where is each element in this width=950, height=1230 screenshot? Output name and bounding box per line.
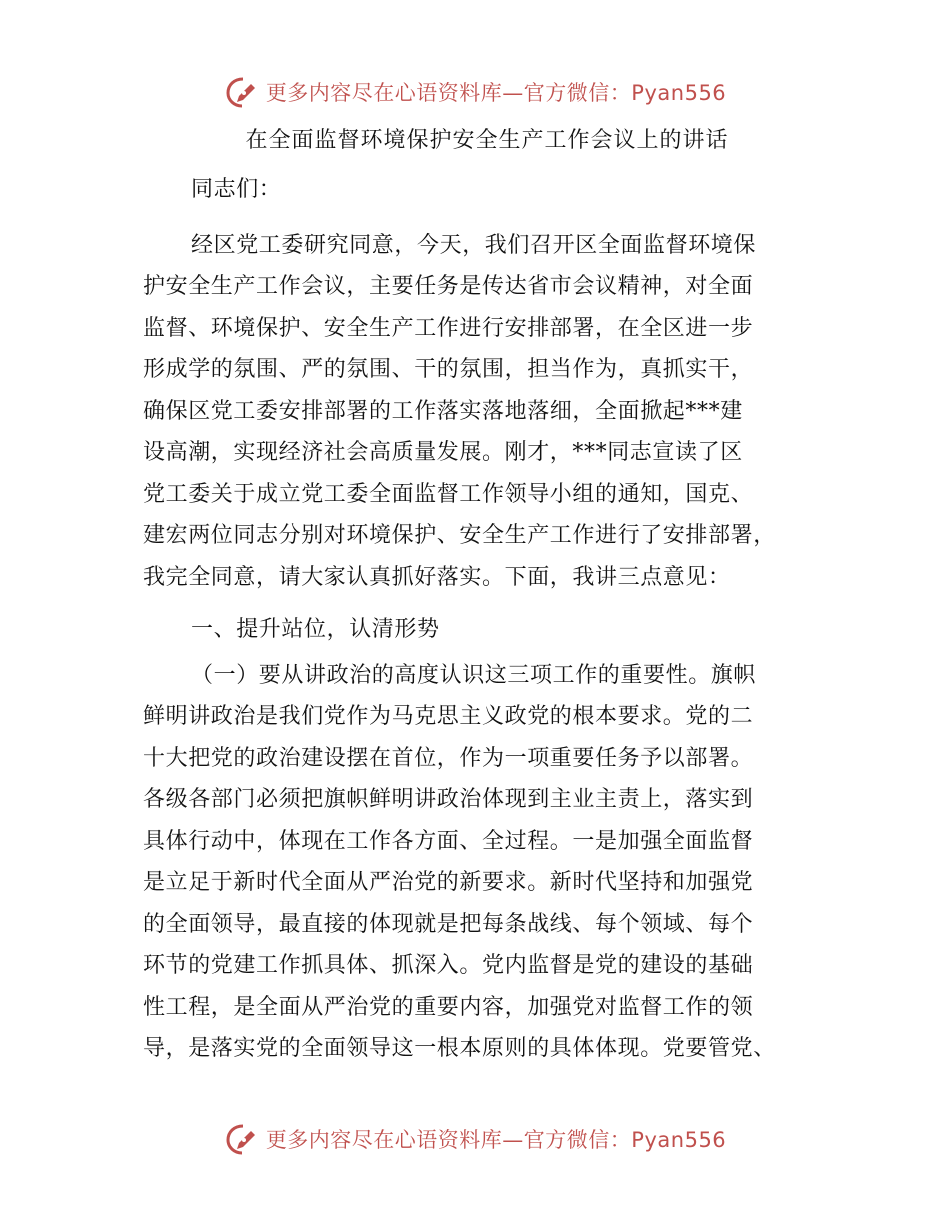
pen-nib-icon [224,75,262,109]
paragraph-line: 护安全生产工作会议，主要任务是传达省市会议精神，对全面 [143,274,754,299]
paragraph-intro [143,225,823,599]
paragraph-line: 导，是落实党的全面领导这一根本原则的具体体现。党要管党、 [143,1036,776,1061]
paragraph-line: 各级各部门必须把旗帜鲜明讲政治体现到主业主责上，落实到 [143,787,754,812]
document-title: 在全面监督环境保护安全生产工作会议上的讲话 [245,128,729,153]
paragraph-line: （一）要从讲政治的高度认识这三项工作的重要性。旗帜 [191,662,757,688]
watermark-text: 更多内容尽在心语资料库—官方微信：Pyan556 [265,1128,727,1152]
paragraph-line: 环节的党建工作抓具体、抓深入。党内监督是党的建设的基础 [143,953,754,978]
paragraph-line: 建宏两位同志分别对环境保护、安全生产工作进行了安排部署， [143,523,776,548]
paragraph-line: 我完全同意，请大家认真抓好落实。下面，我讲三点意见： [143,564,731,590]
paragraph-line: 设高潮，实现经济社会高质量发展。刚才，***同志宣读了区 [143,440,743,465]
header-watermark-banner [0,72,950,112]
paragraph-line: 具体行动中，体现在工作各方面、全过程。一是加强全面监督 [143,828,754,854]
paragraph-section1 [143,655,823,1070]
salutation: 同志们： [191,177,282,202]
section-heading: 一、提升站位，认清形势 [191,617,440,642]
watermark-text: 更多内容尽在心语资料库—官方微信：Pyan556 [265,81,727,105]
paragraph-line: 鲜明讲政治是我们党作为马克思主义政党的根本要求。党的二 [143,704,754,729]
paragraph-line: 党工委关于成立党工委全面监督工作领导小组的通知，国克、 [143,481,754,507]
paragraph-line: 监督、环境保护、安全生产工作进行安排部署，在全区进一步 [143,315,754,341]
paragraph-line: 形成学的氛围、严的氛围、干的氛围，担当作为，真抓实干， [143,357,754,382]
paragraph-line: 是立足于新时代全面从严治党的新要求。新时代坚持和加强党 [143,870,754,895]
pen-nib-icon [224,1122,262,1156]
paragraph-line: 十大把党的政治建设摆在首位，作为一项重要任务予以部署。 [143,745,754,771]
paragraph-line: 经区党工委研究同意，今天，我们召开区全面监督环境保 [191,232,757,258]
paragraph-line: 性工程，是全面从严治党的重要内容，加强党对监督工作的领 [143,994,754,1020]
footer-watermark-banner [0,1119,950,1159]
paragraph-line: 确保区党工委安排部署的工作落实落地落细，全面掀起***建 [143,398,743,424]
paragraph-line: 的全面领导，最直接的体现就是把每条战线、每个领域、每个 [143,911,754,937]
document-body [143,118,823,1070]
